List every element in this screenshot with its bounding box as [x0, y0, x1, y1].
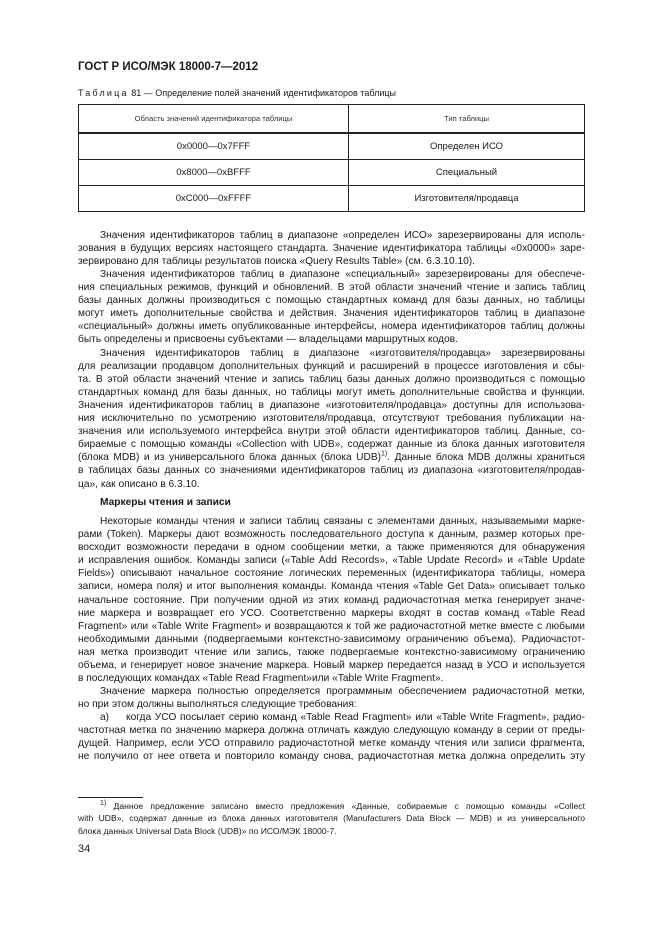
text-line: Значения идентификаторов таблиц в диапазоне «специальный» зарезервированы для обеспече- [100, 269, 585, 280]
text-line: начальное состояние. При получении одной из этих команд радиочастотная метка генерирует значе- [78, 594, 585, 606]
text-line: записи, номера поля) и итог выполнения команды. Команда чтения «Table Get Data» описывает только [78, 581, 585, 593]
footnote [78, 800, 585, 837]
text-line: и исправления ошибок. Команды записи («Table Add Records», «Table Update Record» и «Table Update [78, 555, 585, 567]
cell-range: 0x8000—0xBFFF [79, 160, 349, 186]
footnote-line: with UDB», содержат данные из блока данных изготовителя (Manufacturers Data Block — MDB) и из универсального [78, 813, 585, 824]
footnote-reference: 1) [381, 450, 388, 458]
table-81 [78, 104, 585, 212]
text-line: восходит возможности передачи в одном сообщении метки, а также применяются для обнаружения [78, 542, 585, 554]
cell-range: 0xC000—0xFFFF [79, 186, 349, 212]
text-line: дущей. Например, если УСО отправило радиочастотной метке команду чтения или записи фрагмента, [78, 738, 585, 750]
text-line [78, 451, 585, 464]
text-line: значения или используемого интерфейса внутри этой области идентификаторов таблиц. Данные, со- [78, 426, 585, 438]
text-line: необходимыми данными (подвергаемыми контекстно-зависимому ограничению объема). Радиочастот- [78, 633, 585, 645]
cell-type: Изготовителя/продавца [349, 186, 585, 212]
cell-type: Определен ИСО [349, 133, 585, 160]
text-line: ца», как описано в 6.3.10. [78, 478, 200, 490]
text-line: ная метка производит чтение или запись, также подвергаемые контекстно-зависимому ограничению [78, 646, 585, 658]
text-line: Fragment» или «Table Write Fragment» и возвращаются к той же радиочастотной метке вместе с любыми [78, 620, 585, 632]
paragraph-token-value [78, 685, 585, 711]
column-header-type: Тип таблицы [349, 105, 585, 134]
text-line: частотная метка по значению маркера должна отличать каждую следующую команду в серии от преды- [78, 725, 585, 737]
section-heading: Маркеры чтения и записи [100, 497, 231, 508]
paragraph-special-range [78, 268, 585, 347]
text-line: Fields») описывают начальное состояние логических переменных (идентификатора таблицы, номера [78, 568, 585, 580]
footnote-line: блока данных Universal Data Block (UDB)» по ИСО/МЭК 18000-7. [78, 825, 337, 836]
text-line: зования в будущих версиях настоящего стандарта. Значение идентификатора таблицы «0x0000» заре- [78, 243, 585, 255]
column-header-range: Область значений идентификатора таблицы [79, 105, 349, 134]
text-line: в последующих командах «Table Read Fragment»или «Table Write Fragment». [78, 673, 444, 685]
text-line: «специальный» должны иметь опубликованные интерфейсы, номера идентификаторов таблиц должны [78, 321, 585, 333]
text-line: в таблицах базы данных со значениями идентификаторов таблиц из диапазона «изготовителя/продав- [78, 465, 585, 477]
text-line: зервировано для таблицы результатов поиска «Query Results Table» (см. 6.3.10.10). [78, 256, 476, 268]
text-line: объема, и генерирует новое значение маркера. Новый маркер передается назад в УСО и используется [78, 660, 585, 672]
text-line: Значения идентификаторов таблиц в диапазоне «изготовителя/продавца» зарезервированы [100, 347, 585, 359]
text-line: ния исключительно по усмотрению изготовителя/продавца, отсутствуют требования публикации на- [78, 413, 585, 425]
paragraph-iso-range [78, 229, 585, 268]
text-line: бираемые с помощью команды «Collection with UDB», содержат данные из блока данных изготовителя [78, 439, 585, 451]
footnote-divider [78, 797, 143, 798]
text-line: ние маркера и возвращает его УСО. Соответственно маркеры входят в состав команд «Table Read [78, 607, 585, 619]
table-row [79, 160, 585, 186]
table-caption-text: 81 — Определение полей значений идентификаторов таблицы [128, 88, 396, 98]
text-line: для реализации продавцом дополнительных функций и расширений в процессе изготовления и сбы- [78, 360, 585, 372]
list-item-a [78, 711, 585, 763]
text-line: Значения идентификаторов таблиц в диапазоне «определен ИСО» зарезервированы для исполь- [100, 230, 585, 241]
table-row [79, 133, 585, 160]
table-row [79, 186, 585, 212]
text-line: Значение маркера полностью определяется программным обеспечением радиочастотной метки, [100, 686, 585, 697]
text-line: стандартных команд для базы данных, но таблицы могут иметь дополнительные свойства и функции. [78, 386, 585, 398]
text-line: ния специальных режимов, функций и обновлений. В этой области значений чтение и запись таблиц [78, 282, 585, 294]
paragraph-tokens [78, 515, 585, 685]
text-line: быть определены и присвоены субъектами — владельцами маршрутных кодов. [78, 334, 458, 346]
table-caption-label: Таблица [78, 88, 129, 98]
text-line: рами (Token). Маркеры дают возможность последовательного доступа к данным, размер которых пре- [78, 529, 585, 541]
footnote-marker: 1) [100, 800, 107, 808]
text-line: не получило от нее ответа и повторило команду снова, радиочастотная метка должна определить эту [78, 751, 585, 763]
list-marker: а) [100, 712, 110, 723]
text-line: Некоторые команды чтения и записи таблиц связаны с элементами данных, называемыми марке- [100, 516, 585, 527]
cell-type: Специальный [349, 160, 585, 186]
text-line: могут иметь дополнительные свойства и действия. Значения идентификаторов таблиц в диапазоне [78, 308, 585, 320]
paragraph-vendor-range [78, 347, 585, 491]
footnote-line: $^{1)}$ Данное предложение записано вместо предложения «Данные, собираемые с помощью команды «Collect [100, 800, 585, 811]
cell-range: 0x0000—0x7FFF [79, 133, 349, 160]
text-line: базы данных должны производиться с помощью стандартных команд для базы данных, но таблицы [78, 295, 585, 307]
table-header-row [79, 105, 585, 134]
text-fragment: . Данные блока MDB должны храниться [387, 452, 585, 464]
text-line: но при этом должны выполняться следующие требования: [78, 699, 357, 711]
page-number: 34 [78, 843, 91, 855]
text-fragment: (блока MDB) и из универсального блока данных (блока UDB) [78, 452, 382, 464]
text-line: а) когда УСО посылает серию команд «Table Read Fragment» или «Table Write Fragment», радио- [100, 712, 585, 723]
text-line: та. В этой области значений чтение и запись таблиц базы данных должно производиться с помощью [78, 373, 585, 385]
text-line: Значения идентификаторов таблиц в диапазоне «изготовителя/продавца» доступны для использова- [78, 399, 585, 411]
document-header: ГОСТ Р ИСО/МЭК 18000-7—2012 [78, 61, 259, 73]
table-caption [78, 88, 396, 98]
